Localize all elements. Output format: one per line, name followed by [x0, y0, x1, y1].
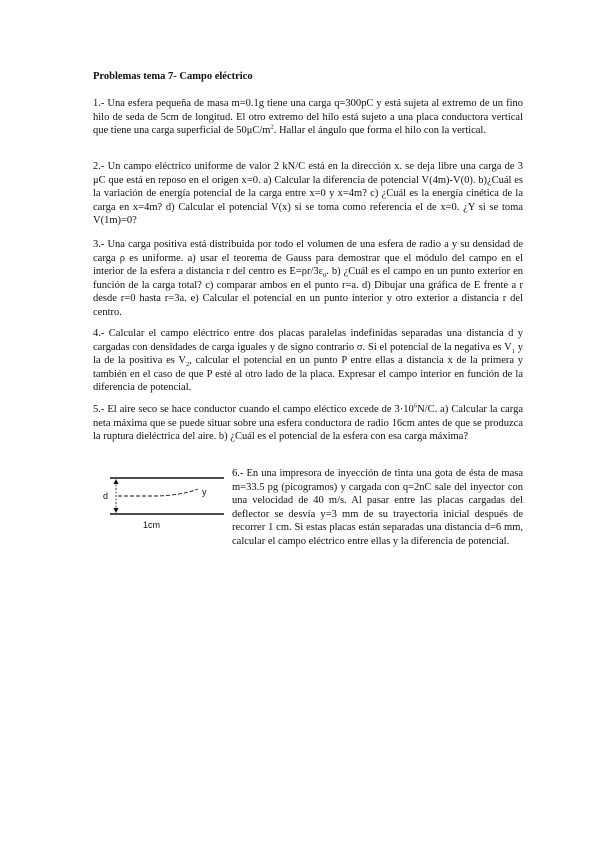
problem-5-superscript: 6	[413, 402, 418, 410]
problem-3-text: 3.- Una carga positiva está distribuida por todo el volumen de una esfera de radio a y su densidad de carga ρ es uniforme. a) usar el teorema de Gauss para demostrar que el módulo del campo en el interior de la esfera a distancia r del centro es E=ρr/3ε	[93, 239, 523, 278]
problem-4-text: 4.- Calcular el campo eléctrico entre dos placas paralelas indefinidas separadas una distancia d y cargadas con densidades de carga iguales y de signo contrario σ. Si el potencial de la negativa es V	[93, 328, 523, 353]
problem-5-text: 5.- El aire seco se hace conductor cuando el campo eléctico excede de 3·10	[93, 404, 414, 415]
problem-4	[93, 327, 523, 395]
problem-5	[93, 403, 523, 444]
problem-3-text-end: . b) ¿Cuál es el campo en un punto exterior en función de la carga total? c) comparar ambos en el punto r=a. d) Dibujar una gráfica de E frente a r desde r=0 hasta r=3a. e) Calcular el potencial en un punto interior y otro exterior a distancia r del centro.	[93, 266, 524, 318]
problem-1-superscript: 2	[270, 123, 274, 131]
problem-3-subscript: 0	[323, 272, 327, 280]
problem-3	[93, 238, 523, 320]
drop-trajectory	[118, 489, 198, 496]
label-length: 1cm	[143, 520, 161, 530]
problem-4-text-end: , calcular el potencial en un punto P entre ellas a distancia x de la primera y también en el caso de que P esté al otro lado de la placa. Expresar el campo interior en función de la diferencia de potencial.	[93, 355, 523, 394]
problem-4-subscript-1: 1	[511, 347, 515, 355]
problem-1-text-end: . Hallar el ángulo que forma el hilo con la vertical.	[273, 125, 486, 137]
deflector-diagram	[96, 470, 226, 530]
problem-4-text-mid: y la de la positiva es V	[93, 341, 523, 367]
problem-5-text-end: N/C. a) Calcular la carga neta máxima que se puede situar sobre una esfera conductora de radio 16cm antes de que se produzca la ruptura dieléctrica del aire. b) ¿Cuál es el potencial de la esfera con esa carga máxima?	[93, 404, 524, 443]
problem-6: 6.- En una impresora de inyección de tinta una gota de ésta de masa m=33.5 pg (picogramos) y cargada con q=2nC sale del inyector con una velocidad de 40 m/s. Al pasar entre las placas cargadas del deflector se desvía y=3 mm de su trayectoria inicial después de recorrer 1 cm. Si estas placas están separadas una distancia d=6 mm, calcular el campo eléctrico entre ellas y la diferencia de potencial.	[232, 468, 523, 547]
problem-1-text: 1.- Una esfera pequeña de masa m=0.1g tiene una carga q=300pC y está sujeta al extremo de un fino hilo de seda de 5cm de longitud. El otro extremo del hilo está sujeto a una placa conductora vertical que tiene una carga superficial de 50μC/m	[93, 98, 523, 137]
label-d: d	[103, 491, 109, 501]
problem-1	[93, 97, 523, 138]
problem-2: 2.- Un campo eléctrico uniforme de valor 2 kN/C está en la dirección x. se deja libre una carga de 3 μC que está en reposo en el origen x=0. a) Calcular la diferencia de potencial V(4m)-V(0). b)¿Cuál es la variación de energía potencial de la carga entre x=0 y x=4m? c) ¿Cuál es la energía cinética de la carga en x=4m? d) Calcular el potencial V(x) si se toma como referencia el de x=0. ¿Y si se toma V(1m)=0?	[93, 161, 523, 227]
page-title: Problemas tema 7- Campo eléctrico	[93, 71, 253, 82]
label-y: y	[202, 487, 207, 497]
arrow-head-down	[114, 508, 119, 513]
arrow-head-up	[114, 479, 119, 484]
problem-4-subscript-2: 2	[185, 361, 190, 369]
